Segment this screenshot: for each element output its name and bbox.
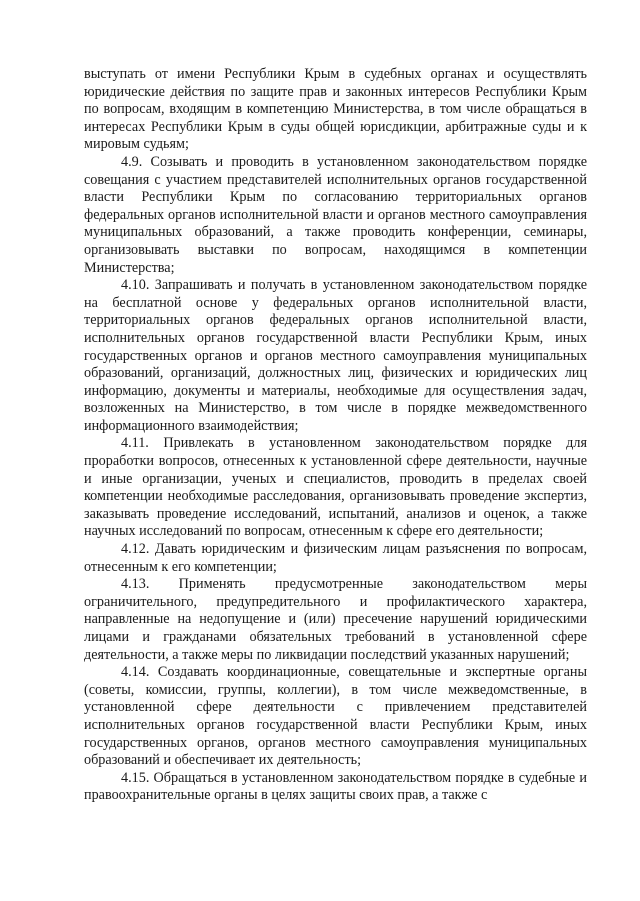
paragraph-4-14: 4.14. Создавать координационные, совещательные и экспертные органы (советы, комиссии, группы, коллегии), в том числе межведомственные, в установленной сфере деятельности с привлечением представителей исполнительных органов государственной власти Республики Крым, иных государственных органов, органов местного самоуправления муниципальных образований и обеспечивает их деятельность; (84, 664, 587, 769)
paragraph-4-10: 4.10. Запрашивать и получать в установленном законодательством порядке на бесплатной основе у федеральных органов исполнительной власти, территориальных органов федеральных органов исполнительной власти, исполнительных органов государственной власти Республики Крым, иных государственных органов и органов местного самоуправления муниципальных образований, организаций, должностных лиц, физических и юридических лиц информацию, документы и материалы, необходимые для осуществления задач, возложенных на Министерство, в том числе в порядке межведомственного информационного взаимодействия; (84, 277, 587, 434)
paragraph-4-15: 4.15. Обращаться в установленном законодательством порядке в судебные и правоохранительные органы в целях защиты своих прав, а также с (84, 769, 587, 804)
document-page (84, 66, 587, 805)
paragraph-continuation: выступать от имени Республики Крым в судебных органах и осуществлять юридические действия по защите прав и законных интересов Республики Крым по вопросам, входящим в компетенцию Министерства, в том числе обращаться в интересах Республики Крым в суды общей юрисдикции, арбитражные суды и к мировым судьям; (84, 66, 587, 153)
paragraph-4-12: 4.12. Давать юридическим и физическим лицам разъяснения по вопросам, отнесенным к его компетенции; (84, 541, 587, 575)
paragraph-4-11: 4.11. Привлекать в установленном законодательством порядке для проработки вопросов, отнесенных к установленной сфере деятельности, научные и иные организации, ученых и специалистов, проводить в пределах своей компетенции необходимые расследования, организовывать проведение экспертиз, заказывать проведение исследований, испытаний, анализов и оценок, а также научных исследований по вопросам, отнесенным к сфере его деятельности; (84, 435, 587, 540)
paragraph-4-9: 4.9. Созывать и проводить в установленном законодательством порядке совещания с участием представителей исполнительных органов государственной власти Республики Крым по согласованию территориальных органов федеральных органов исполнительной власти и органов местного самоуправления муниципальных образований, а также проводить конференции, семинары, организовывать выставки по вопросам, находящимся в компетенции Министерства; (84, 153, 587, 276)
paragraph-4-13: 4.13. Применять предусмотренные законодательством меры ограничительного, предупредительного и профилактического характера, направленные на недопущение и (или) пресечение нарушений юридическими лицами и гражданами обязательных требований в установленной сфере деятельности, а также меры по ликвидации последствий указанных нарушений; (84, 576, 587, 663)
